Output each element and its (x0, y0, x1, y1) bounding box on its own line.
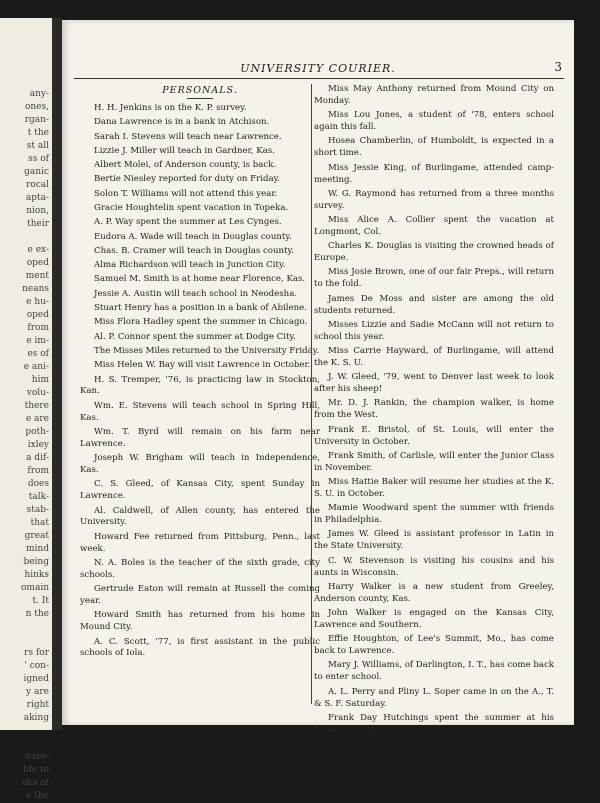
left-fragment-line (0, 738, 49, 751)
left-fragment-line: n the (25, 609, 49, 619)
column-divider (311, 84, 312, 704)
personal-item: N. A. Boles is the teacher of the sixth grade, city schools. (80, 557, 320, 580)
left-fragment-line: aking (23, 713, 49, 723)
left-fragment-line: hinks (24, 570, 49, 580)
personal-item: Miss Helen W. Bay will visit Lawrence in October. (94, 360, 311, 371)
personal-item: A. L. Perry and Pliny L. Soper came in on the A., T. & S. F. Saturday. (314, 686, 554, 709)
personal-item: C. W. Stevenson is visiting his cousins and his aunts in Wisconsin. (314, 555, 554, 578)
personal-item: A. P. Way spent the summer at Les Cynges. (94, 217, 282, 228)
personal-item: Frank Day Hutchings spent the summer at his home in Osage Mission, Kan. (314, 712, 554, 735)
left-fragment-line: t. It (32, 596, 49, 606)
left-fragment-line: rocal (25, 180, 49, 190)
personal-item: Frank Smith, of Carlisle, will enter the Junior Class in November. (314, 450, 554, 473)
left-fragment-line: t the (27, 128, 49, 138)
left-fragment-line: e the (26, 791, 49, 801)
personal-item: Howard Fee returned from Pittsburg, Penn., last week. (80, 531, 320, 554)
personal-item: Howard Smith has returned from his home in Mound City. (80, 610, 320, 633)
left-fragment-line (0, 725, 49, 738)
left-fragment-line: igned (23, 674, 49, 684)
personal-item: Dana Lawrence is in a bank in Atchison. (94, 117, 270, 128)
left-fragment-line: ss of (28, 154, 49, 164)
left-fragment-line: mind (26, 544, 49, 554)
personal-item: Jessie A. Austin will teach school in Neodesha. (94, 288, 298, 299)
left-fragment-line: being (23, 557, 49, 567)
left-fragment-line: volu- (26, 388, 49, 398)
left-fragment-line: eks of (21, 778, 49, 788)
left-fragment-line: him (31, 375, 49, 385)
personal-item: Gertrude Eaton will remain at Russell the coming year. (80, 584, 320, 607)
personal-item: Effie Houghton, of Lee's Summit, Mo., has come back to Lawrence. (314, 634, 554, 657)
personal-item: Stuart Henry has a position in a bank of Abilene. (94, 303, 307, 314)
personal-item: Hosea Chamberlin, of Humboldt, is expected in a short time. (314, 136, 554, 159)
left-fragment-line (0, 621, 49, 634)
personal-item: Alma Richardson will teach in Junction City. (94, 260, 286, 271)
left-fragment-line: that (30, 518, 49, 528)
personal-item: Wm. T. Byrd will remain on his farm near Lawrence. (80, 426, 320, 449)
left-fragment-line: st all (26, 141, 49, 151)
left-fragment-line: from (27, 323, 49, 333)
heading-rule (187, 98, 213, 99)
left-fragment-line: ble to (23, 765, 49, 775)
page-number: 3 (554, 60, 562, 74)
left-fragment-line: their (27, 219, 49, 229)
newspaper-page (62, 20, 574, 735)
left-fragment-line: omain (21, 583, 49, 593)
left-fragment-line: e ex- (27, 245, 49, 255)
personal-item: A. C. Scott, '77, is first assistant in the public schools of Iola. (80, 636, 320, 659)
personal-item: Sarah I. Stevens will teach near Lawrence. (94, 131, 282, 142)
personal-item: Eudora A. Wade will teach in Douglas county. (94, 231, 292, 242)
personal-item: Mr. D. J. Rankin, the champion walker, is home from the West. (314, 398, 554, 421)
left-fragment-line: a dif- (26, 453, 49, 463)
personal-item: Charles K. Douglas is visiting the crowned heads of Europe. (314, 241, 554, 264)
left-fragment-line: care- (25, 752, 49, 762)
left-fragment-line: ixley (27, 440, 49, 450)
personal-item: Chas. B. Cramer will teach in Douglas county. (94, 245, 294, 256)
personal-item: Mamie Woodward spent the summer with friends in Philadelphia. (314, 503, 554, 526)
personal-item: Misses Lizzie and Sadie McCann will not return to school this year. (314, 319, 554, 342)
personal-item: J. W. Gleed, '79, went to Denver last week to look after his sheep! (314, 372, 554, 395)
left-fragment-line: e are (25, 414, 49, 424)
left-fragment-line: from (27, 466, 49, 476)
left-fragment-line: rgan- (24, 115, 49, 125)
section-heading: PERSONALS. (162, 85, 238, 96)
left-fragment-line: es of (27, 349, 49, 359)
personal-item: Solon T. Williams will not attend this year. (94, 188, 278, 199)
publication-title: UNIVERSITY COURIER. (240, 62, 396, 75)
left-fragment-line: neans (22, 284, 49, 294)
left-fragment-line: rs for (24, 648, 49, 658)
left-fragment-line: oped (26, 310, 49, 320)
left-fragment-line: right (26, 700, 49, 710)
left-fragment-line: e ani- (23, 362, 49, 372)
left-fragment-line: poth- (25, 427, 49, 437)
personal-item: H. S. Tremper, '76, is practicing law in Stockton, Kan. (80, 374, 320, 397)
left-fragment-line: any- (29, 89, 49, 99)
left-fragment-line (0, 634, 49, 647)
left-fragment-line (0, 231, 49, 244)
left-fragment-line: nion, (26, 206, 49, 216)
left-fragment-line: y are (26, 687, 49, 697)
personal-item: Wm. E. Stevens will teach school in Spring Hill, Kas. (80, 400, 320, 423)
book-gutter (52, 18, 62, 730)
personal-item: Gracie Houghtelin spent vacation in Topeka. (94, 202, 289, 213)
personal-item: Al. P. Connor spent the summer at Dodge City. (94, 331, 296, 342)
left-fragment-line: ganic (24, 167, 49, 177)
left-page-fragment (0, 18, 54, 801)
left-page-text (0, 88, 49, 803)
personal-item: Al. Caldwell, of Allen county, has entered the University. (80, 505, 320, 528)
left-fragment-line: great (24, 531, 49, 541)
left-fragment-line: e im- (26, 336, 49, 346)
left-fragment-line: apta- (25, 193, 49, 203)
left-fragment-line: does (27, 479, 49, 489)
personal-item: James W. Gleed is assistant professor in Latin in the State University. (314, 529, 554, 552)
left-fragment-line: oped (26, 258, 49, 268)
personal-item: Miss Lou Jones, a student of '78, enters school again this fall. (314, 110, 554, 133)
header-rule (74, 78, 564, 79)
personal-item: Miss May Anthony returned from Mound City on Monday. (314, 84, 554, 106)
left-fragment-line: ment (25, 271, 49, 281)
personal-item: The Misses Miles returned to the University Friday. (94, 345, 320, 356)
personal-item: Lizzie J. Miller will teach in Gardner, Kas. (94, 145, 275, 156)
left-column (80, 84, 320, 663)
personal-item: W. G. Raymond has returned from a three months survey. (314, 188, 554, 211)
personal-item: Miss Carrie Hayward, of Burlingame, will attend the K. S. U. (314, 346, 554, 368)
personal-item: Miss Josie Brown, one of our fair Preps., will return to the fold. (314, 267, 554, 290)
personal-item: Mary J. Williams, of Darlington, I. T., has come back to enter school. (314, 660, 554, 683)
personal-item: Miss Hattie Baker will resume her studies at the K. S. U. in October. (314, 477, 554, 499)
personal-item: James De Moss and sister are among the old students returned. (314, 293, 554, 316)
left-fragment-line: stab- (26, 505, 49, 515)
personal-item: Miss Jessie King, of Burlingame, attended camp-meeting. (314, 162, 554, 185)
personal-item: Samuel M. Smith is at home near Florence, Kas. (94, 274, 306, 285)
personal-item: Miss Alice A. Collier spent the vacation at Longmont, Col. (314, 215, 554, 237)
personal-item: Bertie Niesley reported for duty on Friday. (94, 174, 281, 185)
personal-item: Harry Walker is a new student from Greeley, Anderson county, Kas. (314, 581, 554, 604)
right-column (314, 84, 554, 739)
personal-item: Joseph W. Brigham will teach in Independence, Kas. (80, 453, 320, 476)
left-fragment-line: there (24, 401, 49, 411)
personal-item: C. S. Gleed, of Kansas City, spent Sunday in Lawrence. (80, 479, 320, 502)
left-fragment-line: ones, (24, 102, 49, 112)
left-fragment-line: talk- (28, 492, 49, 502)
left-fragment-line: e hu- (26, 297, 49, 307)
personal-item: Albert Molei, of Anderson county, is back. (94, 160, 277, 171)
personal-item: Miss Flora Hadley spent the summer in Chicago. (94, 317, 308, 328)
left-fragment-line: ' con- (24, 661, 49, 671)
personal-item: Frank E. Bristol, of St. Louis, will enter the University in October. (314, 424, 554, 447)
personal-item: John Walker is engaged on the Kansas City, Lawrence and Southern. (314, 608, 554, 630)
personal-item: H. H. Jenkins is on the K. P. survey. (94, 102, 247, 113)
